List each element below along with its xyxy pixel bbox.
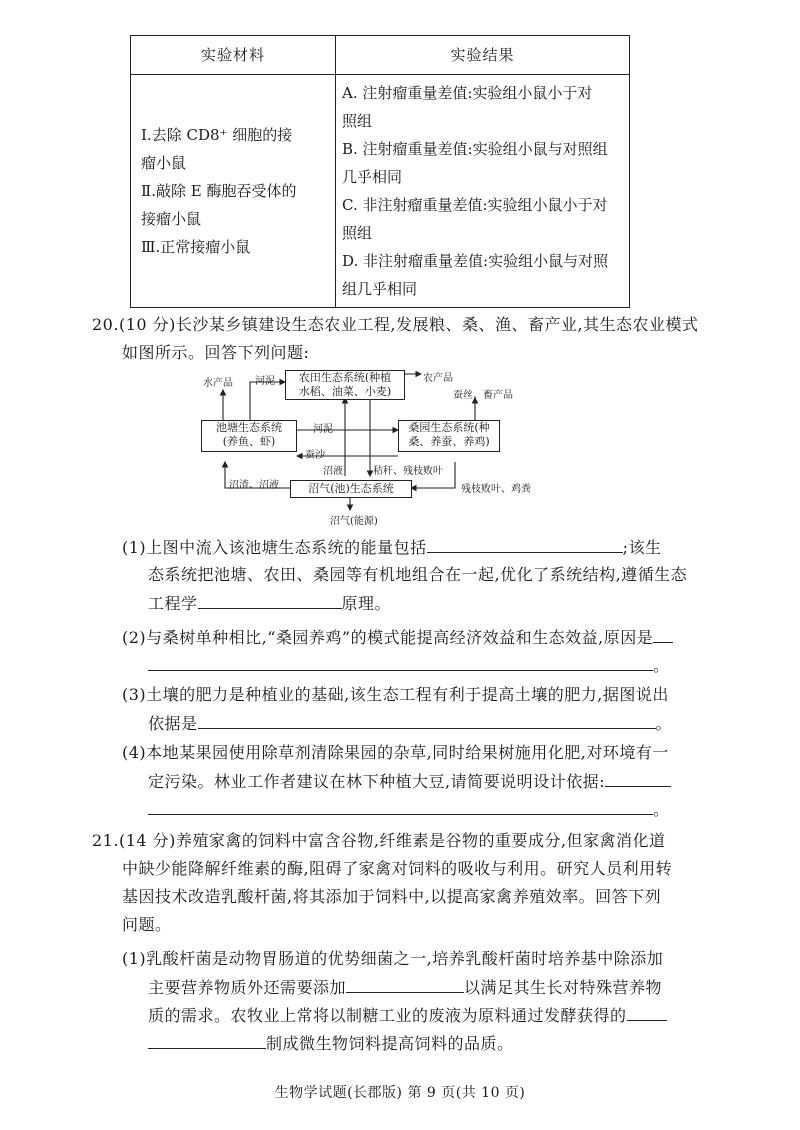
box-farm-line: 农田生态系统(种植 (298, 371, 392, 384)
q21-line: 中缺少能降解纤维素的酶,阻碍了家禽对饲料的吸收与利用。研究人员利用转 (122, 859, 673, 878)
label-silkworm: 蚕沙 (305, 450, 325, 461)
label-silk: 蚕丝、畜产品 (453, 390, 513, 401)
q20-part1-line2: 态系统把池塘、农田、桑园等有机地组合在一起,优化了系统结构,遵循生态 (148, 565, 688, 584)
answer-blank[interactable] (148, 796, 653, 815)
label-mud2: 河泥 (313, 424, 333, 435)
q21-line: 问题。 (122, 915, 172, 934)
q20-part2-text: (2)与桑树单种相比,“桑园养鸡”的模式能提高经济效益和生态效益,原因是 (122, 628, 654, 647)
answer-blank[interactable] (627, 1002, 667, 1021)
q20-part1-text: (1)上图中流入该池塘生态系统的能量包括 (122, 538, 427, 557)
result-line: 照组 (342, 224, 373, 242)
material-line: Ⅰ.去除 CD8⁺ 细胞的接 (141, 126, 293, 144)
label-slurry: 沼液 (323, 466, 343, 477)
q21-part1-text: 以满足其生长对特殊营养物 (464, 978, 663, 997)
label-gas: 沼气(能源) (330, 516, 378, 527)
box-mulberry-line: 桑、养蚕、养鸡) (408, 435, 490, 448)
result-line: 照组 (342, 112, 373, 130)
q20-title: 20.(10 分)长沙某乡镇建设生态农业工程,发展粮、桑、渔、畜产业,其生态农业模式 (92, 315, 699, 334)
q20-part2-line2 (148, 652, 670, 676)
answer-blank[interactable] (148, 652, 653, 671)
q20-part3-line2 (148, 710, 672, 734)
page-footer: 生物学试题(长郡版) 第 9 页(共 10 页) (274, 1085, 526, 1101)
experiment-table (130, 35, 630, 308)
q21-line: 21.(14 分)养殖家禽的饲料中富含谷物,纤维素是谷物的重要成分,但家禽消化道 (92, 831, 666, 850)
box-mulberry-line: 桑园生态系统(种 (408, 421, 490, 434)
answer-blank[interactable] (427, 534, 623, 553)
period: 。 (653, 800, 670, 819)
q20-part2 (122, 624, 673, 648)
materials-cell (131, 75, 336, 308)
material-line: Ⅲ.正常接瘤小鼠 (141, 238, 251, 256)
q20-part1-text: ;该生 (622, 538, 662, 557)
label-leaves: 残枝败叶、鸡粪 (461, 484, 531, 495)
answer-blank[interactable] (605, 768, 671, 787)
q20-part1-text: 工程学 (148, 594, 198, 613)
q21-part1-text: 主要营养物质外还需要添加 (148, 978, 347, 997)
table-row (131, 75, 630, 308)
material-line: Ⅱ.敲除 E 酶胞吞受体的 (141, 182, 297, 200)
label-mud1: 河泥 (255, 376, 275, 387)
material-line: 接瘤小鼠 (141, 210, 202, 228)
q21-part1-line4 (148, 1030, 514, 1054)
header-materials: 实验材料 (131, 36, 336, 75)
period: 。 (655, 714, 673, 733)
q20-part4-line3 (148, 796, 670, 820)
q21-part1-text: 制成微生物饲料提高饲料的品质。 (266, 1034, 514, 1053)
box-pond-line: (养鱼、虾) (222, 435, 276, 448)
answer-blank[interactable] (198, 710, 656, 729)
label-residue: 沼渣、沼液 (229, 480, 279, 491)
q20-part3: (3)土壤的肥力是种植业的基础,该生态工程有利于提高土壤的肥力,据图说出 (122, 685, 669, 704)
result-line: A. 注射瘤重量差值:实验组小鼠小于对 (342, 84, 593, 102)
label-agri: 农产品 (423, 373, 453, 384)
box-pond-line: 池塘生态系统 (216, 421, 282, 434)
q20-part3-text: 依据是 (148, 714, 198, 733)
result-line: D. 非注射瘤重量差值:实验组小鼠与对照 (342, 252, 609, 270)
q20-part4-line2 (148, 768, 671, 792)
answer-blank[interactable] (653, 624, 673, 643)
label-straw: 秸秆、残枝败叶 (373, 466, 443, 477)
period: 。 (653, 656, 670, 675)
material-line: 瘤小鼠 (141, 154, 187, 172)
answer-blank[interactable] (346, 974, 464, 993)
results-cell (336, 75, 630, 308)
box-farm-line: 水稻、油菜、小麦) (298, 385, 392, 398)
eco-agriculture-diagram (195, 368, 550, 528)
result-line: 组几乎相同 (342, 280, 418, 298)
q20-part1-text: 原理。 (341, 594, 392, 613)
table-header-row (131, 36, 630, 75)
arrow-pond-farm (250, 382, 285, 420)
label-aquatic: 水产品 (203, 378, 233, 389)
q21-part1: (1)乳酸杆菌是动物胃肠道的优势细菌之一,培养乳酸杆菌时培养基中除添加 (122, 949, 664, 968)
q21-part1-text: 质的需求。农牧业上常将以制糖工业的废液为原料通过发酵获得的 (148, 1006, 627, 1025)
header-results: 实验结果 (336, 36, 630, 75)
box-pond (201, 420, 297, 452)
result-line: B. 注射瘤重量差值:实验组小鼠与对照组 (342, 140, 608, 158)
result-line: 几乎相同 (342, 168, 403, 186)
q20-title-cont: 如图所示。回答下列问题: (122, 343, 310, 362)
q20-part1 (122, 534, 662, 558)
q21-part1-line2 (148, 974, 662, 998)
box-biogas: 沼气(池)生态系统 (290, 480, 412, 498)
q20-part4: (4)本地某果园使用除草剂清除果园的杂草,同时给果树施用化肥,对环境有一 (122, 743, 669, 762)
q20-part1-line3 (148, 590, 391, 614)
box-farm (285, 370, 405, 400)
q21-line: 基因技术改造乳酸杆菌,将其添加于饲料中,以提高家禽养殖效率。回答下列 (122, 887, 662, 906)
result-line: C. 非注射瘤重量差值:实验组小鼠小于对 (342, 196, 608, 214)
q21-part1-line3 (148, 1002, 667, 1026)
answer-blank[interactable] (198, 590, 342, 609)
answer-blank[interactable] (148, 1030, 266, 1049)
box-mulberry (398, 420, 500, 452)
q20-part4-text: 定污染。林业工作者建议在林下种植大豆,请简要说明设计依据: (148, 772, 605, 791)
